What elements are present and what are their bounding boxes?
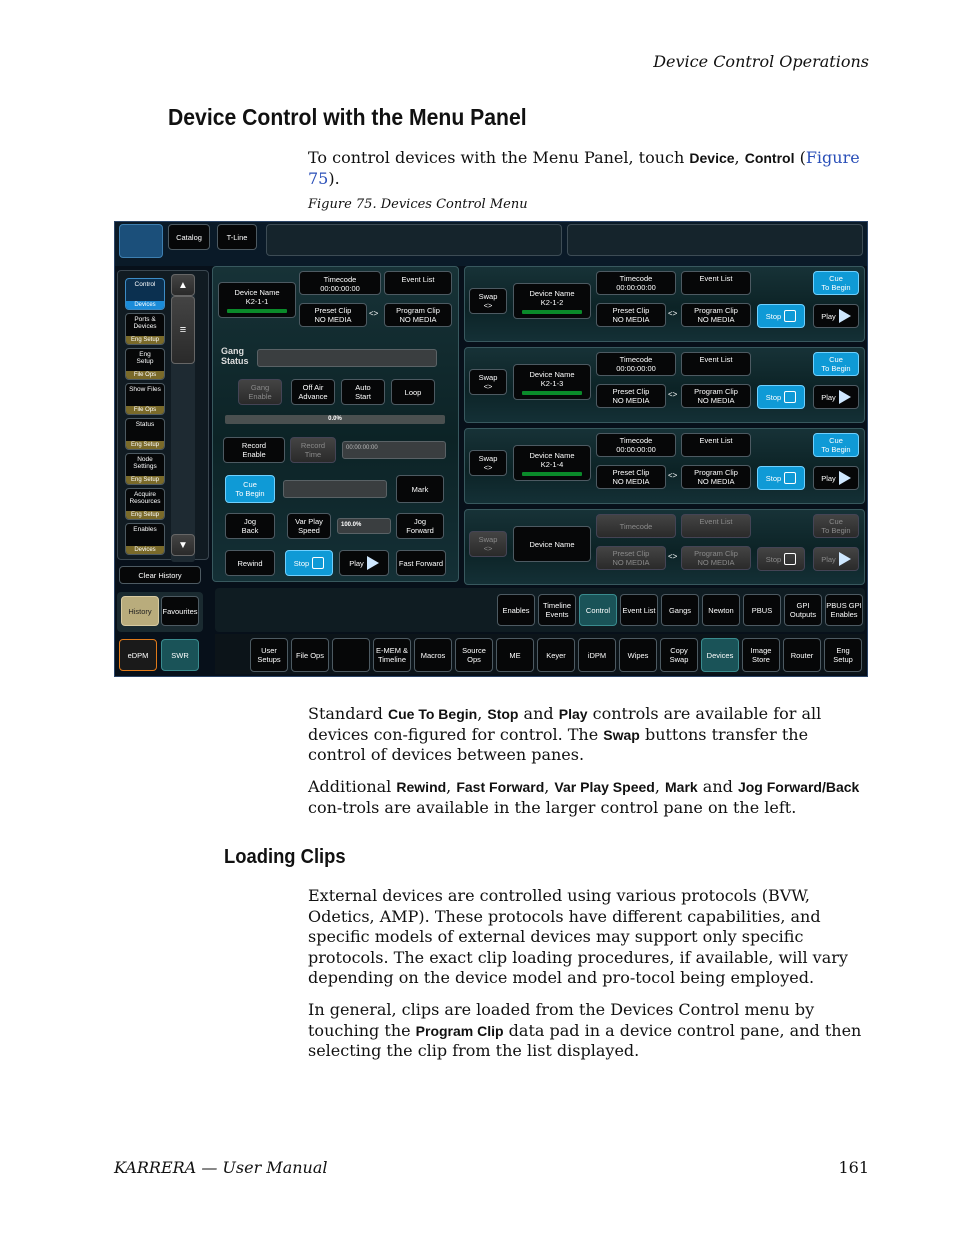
off-air-advance-button[interactable]: Off Air Advance [291,379,335,405]
program-clip-pad[interactable]: Program Clip NO MEDIA [681,303,751,327]
stop-button[interactable]: Stop [285,550,333,576]
swap-button[interactable]: Swap <> [469,369,507,395]
page-number: 161 [838,1158,869,1177]
program-clip-label: Program Clip [396,306,440,315]
stop-button[interactable]: Stop [757,466,805,490]
play-triangle-icon [839,552,851,566]
tline-button[interactable]: T-Line [217,224,257,250]
tab-8[interactable]: PBUS GPI Enables [825,594,863,626]
progress-bar: 0.0% [225,415,445,424]
bottom-nav-12[interactable]: Image Store [742,638,780,672]
tab-7[interactable]: GPI Outputs [784,594,822,626]
tab-6[interactable]: PBUS [743,594,781,626]
preset-clip-pad[interactable]: Preset Clip NO MEDIA [596,303,666,327]
speed-field: 100.0% [337,518,391,534]
swap-button[interactable]: Swap <> [469,450,507,476]
program-clip-pad[interactable]: Program Clip NO MEDIA [681,546,751,570]
left-menu-item-label: Show Files [129,386,161,393]
bottom-nav-4[interactable]: Macros [414,638,452,672]
edpm-button[interactable]: eDPM [119,639,157,671]
catalog-button[interactable]: Catalog [168,224,210,250]
left-menu-item-category: File Ops [126,371,164,379]
favourites-button[interactable]: Favourites [161,596,199,626]
rewind-button[interactable]: Rewind [225,550,275,576]
bottom-nav-14[interactable]: Eng Setup [824,638,862,672]
swap-arrows-label: <> [668,552,678,561]
swap-button[interactable]: Swap <> [469,288,507,314]
var-play-speed-button[interactable]: Var Play Speed [287,513,331,539]
swap-arrows-label: <> [668,390,678,399]
loop-button[interactable]: Loop [391,379,435,405]
left-menu-item-label: Ports & Devices [133,316,157,330]
bottom-nav-11[interactable]: Devices [701,638,739,672]
left-menu-item-label: Control [134,281,156,288]
bottom-nav-13[interactable]: Router [783,638,821,672]
program-clip-value: NO MEDIA [399,315,437,324]
left-menu-item[interactable] [125,418,165,450]
stop-square-icon [784,310,796,322]
swap-arrows-label: <> [668,309,678,318]
tab-3[interactable]: Event List [620,594,658,626]
gang-status-label: Gang Status [221,346,249,366]
play-triangle-icon [839,390,851,404]
record-time-button[interactable]: Record Time [290,437,336,463]
event-list-pad[interactable]: Event List [681,514,751,538]
preset-clip-pad[interactable]: Preset Clip NO MEDIA [596,384,666,408]
left-menu-item-category: Eng Setup [126,511,164,519]
bottom-nav-1[interactable]: File Ops [291,638,329,672]
clear-history-button[interactable]: Clear History [119,566,201,584]
paragraph-standard-controls: Standard Cue To Begin, Stop and Play controls are available for all devices con-figured for control. The Swap buttons transfer the control of devices between panes. [308,704,822,764]
paragraph-additional-controls: Additional Rewind, Fast Forward, Var Play Speed, Mark and Jog Forward/Back con-trols are available in the larger control pane on the left. [308,777,860,817]
bottom-nav-3[interactable]: E-MEM & Timeline [373,638,411,672]
stop-square-icon [312,557,324,569]
intro-paragraph: To control devices with the Menu Panel, touch Device, Control (Figure 75). [308,148,860,188]
stop-square-icon [784,472,796,484]
left-menu-item-label: Node Settings [133,456,157,470]
timecode-pad[interactable]: Timecode 00:00:00:00 [299,271,381,295]
cue-to-begin-button[interactable]: Cue To Begin [813,271,859,295]
left-menu-item-category: File Ops [126,406,164,414]
top-field-2 [567,224,863,256]
stop-button[interactable]: Stop [757,547,805,571]
bottom-nav-9[interactable]: Wipes [619,638,657,672]
event-list-pad[interactable]: Event List [681,271,751,295]
play-triangle-icon [367,556,379,570]
left-menu-item-label: Status [135,421,155,428]
tab-0[interactable]: Enables [497,594,535,626]
device-name-pad[interactable]: Device Name K2-1-3 [513,364,591,400]
timecode-pad[interactable]: Timecode 00:00:00:00 [596,352,676,376]
scroll-thumb[interactable]: ≡ [171,296,195,364]
play-button[interactable]: Play [813,466,859,490]
top-tile[interactable] [119,224,163,258]
left-menu-item-category: Eng Setup [126,476,164,484]
bottom-nav-8[interactable]: iDPM [578,638,616,672]
device-name-pad[interactable]: Device Name [513,526,591,562]
left-menu-item-label: Eng Setup [136,351,154,365]
left-menu-item-category: Eng Setup [126,336,164,344]
subsection-title: Loading Clips [224,846,346,868]
swap-arrows-label: <> [369,309,379,318]
swr-button[interactable]: SWR [161,639,199,671]
stop-square-icon [784,553,796,565]
left-menu-item-category: Eng Setup [126,441,164,449]
stop-button[interactable]: Stop [757,304,805,328]
event-list-pad[interactable]: Event List [681,352,751,376]
timecode-pad[interactable]: Timecode [596,514,676,538]
preset-clip-label: Preset Clip [314,306,352,315]
left-menu-item-label: Acquire Resources [129,491,161,505]
bottom-nav-10[interactable]: Copy Swap [660,638,698,672]
bottom-nav-2[interactable] [332,638,370,672]
tab-1[interactable]: Timeline Events [538,594,576,626]
preset-clip-value: NO MEDIA [314,315,352,324]
top-field [266,224,562,256]
scroll-up-button[interactable]: ▲ [171,274,195,296]
left-menu-item-label: Enables [133,526,157,533]
left-menu-item[interactable] [125,523,165,555]
bottom-nav-7[interactable]: Keyer [537,638,575,672]
left-menu-item-category: Devices [126,301,164,309]
timecode-pad[interactable]: Timecode 00:00:00:00 [596,433,676,457]
left-menu-item[interactable] [125,453,165,485]
left-menu-item[interactable] [125,383,165,415]
paragraph-protocols: External devices are controlled using various protocols (BVW, Odetics, AMP). These protocols have different capabilities, and specific models of external devices may support only specific protocols. The exact clip loading procedures, if available, will vary depending on the device model and pro-tocol being employed. [308,886,848,987]
program-clip-pad[interactable]: Program Clip NO MEDIA [681,465,751,489]
gang-enable-button[interactable]: Gang Enable [238,379,282,405]
program-clip-pad[interactable] [384,303,452,327]
scroll-down-button[interactable]: ▼ [171,534,195,556]
jog-back-button[interactable]: Jog Back [225,513,275,539]
left-menu-item-category: Devices [126,546,164,554]
preset-clip-pad[interactable]: Preset Clip NO MEDIA [596,546,666,570]
left-menu-item[interactable] [125,313,165,345]
bottom-nav-0[interactable]: User Setups [250,638,288,672]
tab-5[interactable]: Newton [702,594,740,626]
stop-square-icon [784,391,796,403]
cue-to-begin-button[interactable]: Cue To Begin [813,514,859,538]
cue-to-begin-button[interactable]: Cue To Begin [225,475,275,503]
device-name-pad[interactable]: Device Name K2-1-1 [218,282,296,318]
preset-clip-pad[interactable] [299,303,367,327]
tab-2[interactable]: Control [579,594,617,626]
event-list-pad[interactable]: Event List [384,271,452,295]
play-button[interactable]: Play [813,547,859,571]
cue-to-begin-button[interactable]: Cue To Begin [813,433,859,457]
gang-status-field [257,349,437,367]
fast-forward-button[interactable]: Fast Forward [396,550,446,576]
preset-clip-pad[interactable]: Preset Clip NO MEDIA [596,465,666,489]
play-button[interactable]: Play [339,550,389,576]
jog-forward-button[interactable]: Jog Forward [396,513,444,539]
mark-button[interactable]: Mark [396,475,444,503]
figure-caption: Figure 75. Devices Control Menu [308,197,528,212]
devices-control-screenshot [114,221,868,677]
left-menu-item[interactable] [125,488,165,520]
play-triangle-icon [839,471,851,485]
event-list-pad[interactable]: Event List [681,433,751,457]
auto-start-button[interactable]: Auto Start [341,379,385,405]
figure-link[interactable]: Figure 75 [308,148,860,188]
cue-field [283,480,387,498]
device-name-pad[interactable]: Device Name K2-1-4 [513,445,591,481]
play-button[interactable]: Play [813,385,859,409]
running-header: Device Control Operations [653,52,869,71]
left-menu-item[interactable] [125,348,165,380]
swap-arrows-label: <> [668,471,678,480]
play-triangle-icon [839,309,851,323]
history-button[interactable]: History [121,596,159,626]
record-enable-button[interactable]: Record Enable [223,437,285,463]
section-title: Device Control with the Menu Panel [168,104,527,130]
stop-button[interactable]: Stop [757,385,805,409]
left-menu-item[interactable] [125,278,165,310]
device-name-pad[interactable]: Device Name K2-1-2 [513,283,591,319]
tab-4[interactable]: Gangs [661,594,699,626]
play-button[interactable]: Play [813,304,859,328]
paragraph-loading: In general, clips are loaded from the Devices Control menu by touching the Program Clip data pad in a device control pane, and then selecting the clip from the list displayed. [308,1000,862,1060]
bottom-nav-6[interactable]: ME [496,638,534,672]
bottom-nav-5[interactable]: Source Ops [455,638,493,672]
swap-button[interactable]: Swap <> [469,531,507,557]
program-clip-pad[interactable]: Program Clip NO MEDIA [681,384,751,408]
cue-to-begin-button[interactable]: Cue To Begin [813,352,859,376]
timecode-pad[interactable]: Timecode 00:00:00:00 [596,271,676,295]
record-timecode-field: 00:00:00:00 [342,441,446,459]
timecode-value: 00:00:00:00 [320,284,360,293]
footer-manual: KARRERA — User Manual [114,1158,328,1177]
